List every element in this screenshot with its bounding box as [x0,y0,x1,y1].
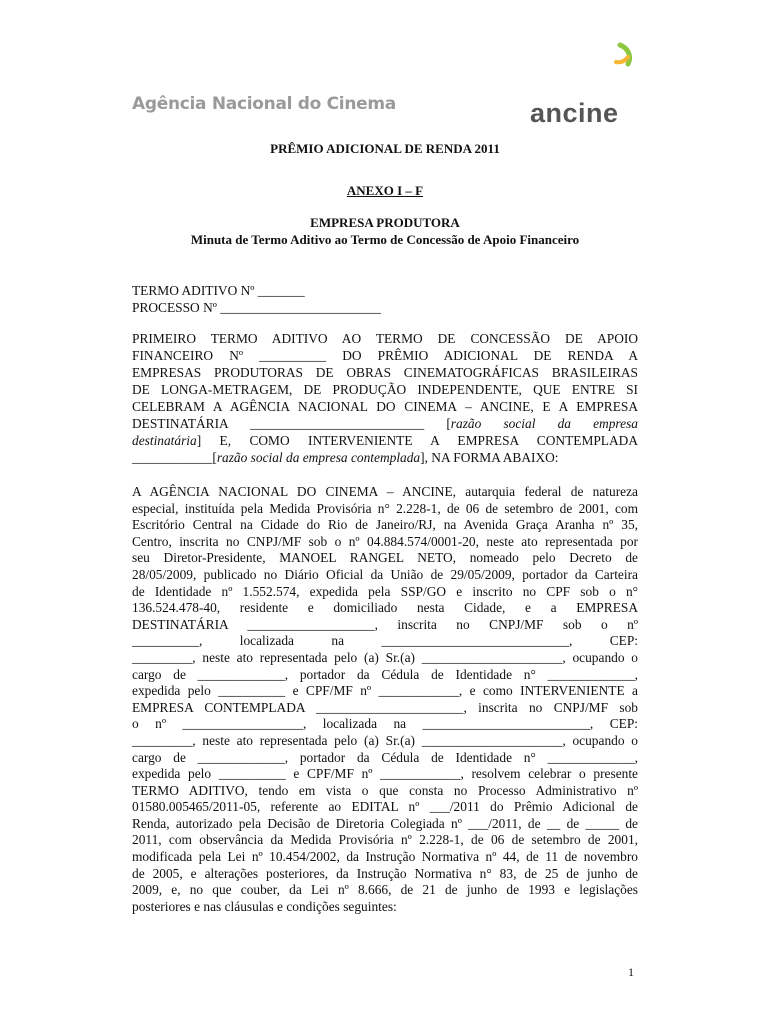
paragraph-line [132,415,638,432]
paragraph-line: cargo de _____________, portador da Cédula de Identidade n° _____________, [132,666,638,682]
italic-text-run: razão social da empresa [450,416,638,431]
processo-number-line: PROCESSO Nº ________________________ [132,300,381,315]
paragraph-line: __________, localizada na ____________________________, CEP: [132,633,638,649]
paragraph-line: Renda, autorizado pela Decisão de Diretoria Colegiada nº ___/2011, de __ de _____ de [132,815,638,831]
paragraph-line: posteriores e nas cláusulas e condições seguintes: [132,898,397,914]
paragraph-line: _________, neste ato representada pelo (a) Sr.(a) _____________________, ocupando o [132,649,638,665]
paragraph-line: 01580.005465/2011-05, referente ao EDITAL nº ___/2011 do Prêmio Adicional de [132,799,638,815]
text-run: ____________[ [132,450,217,465]
company-heading: EMPRESA PRODUTORA [310,215,460,230]
paragraph-line: de Identidade nº 1.552.574, expedida pela SSP/GO e inscrito no CPF sob o n° [132,583,638,599]
text-run: ] E, COMO INTERVENIENTE A EMPRESA CONTEMPLADA [196,433,638,448]
ancine-logo [524,40,644,128]
text-run: ], NA FORMA ABAIXO: [420,450,559,465]
paragraph-line: DE LONGA-METRAGEM, DE PRODUÇÃO INDEPENDENTE, QUE ENTRE SI [132,382,638,397]
paragraph-line: expedida pelo __________ e CPF/MF nº ____________, e como INTERVENIENTE a [132,683,638,699]
text-run: DESTINATÁRIA __________________________ [ [132,416,451,431]
paragraph-line: EMPRESAS PRODUTORAS DE OBRAS CINEMATOGRÁFICAS BRASILEIRAS [132,365,638,380]
logo-text: ancine [530,98,619,128]
termo-header [132,282,638,316]
paragraph-line: PRIMEIRO TERMO ADITIVO AO TERMO DE CONCESSÃO DE APOIO [132,331,638,346]
italic-text-run: destinatária [132,433,197,448]
body-paragraph [132,484,638,915]
paragraph-line: _________, neste ato representada pelo (a) Sr.(a) _____________________, ocupando o [132,732,638,748]
paragraph-line: 136.524.478-40, residente e domiciliado nesta Cidade, e a EMPRESA [132,600,638,616]
paragraph-line: seu Diretor-Presidente, MANOEL RANGEL NETO, nomeado pelo Decreto de [132,550,638,566]
paragraph-line: cargo de _____________, portador da Cédula de Identidade n° _____________, [132,749,638,765]
annex-title: ANEXO I – F [346,183,424,198]
paragraph-line: Centro, inscrita no CNPJ/MF sob o nº 04.884.574/0001-20, neste ato representada por [132,533,638,549]
page-number: 1 [628,965,634,979]
paragraph-line: 2011, com observância da Medida Provisória nº 2.228-1, de 06 de setembro de 2001, [132,832,638,848]
document-subtitle: Minuta de Termo Aditivo ao Termo de Concessão de Apoio Financeiro [190,232,580,247]
logo-swoosh-icon [524,40,644,100]
paragraph-line: TERMO ADITIVO, tendo em vista o que consta no Processo Administrativo nº [132,782,638,798]
agency-name: Agência Nacional do Cinema [132,94,396,114]
preamble-paragraph [132,330,638,466]
termo-number-line: TERMO ADITIVO Nº _______ [132,283,305,298]
italic-text-run: razão social da empresa contemplada [216,450,421,465]
paragraph-line [132,432,638,449]
paragraph-line: especial, instituída pela Medida Provisória n° 2.228-1, de 06 de setembro de 2001, com [132,500,638,516]
paragraph-line: Escritório Central na Cidade do Rio de Janeiro/RJ, na Avenida Graça Aranha nº 35, [132,517,638,533]
paragraph-line: o nº __________________, localizada na _________________________, CEP: [132,716,638,732]
paragraph-line: 28/05/2009, publicado no Diário Oficial da União de 29/05/2009, portador da Carteira [132,566,638,582]
document-title: PRÊMIO ADICIONAL DE RENDA 2011 [270,141,500,156]
paragraph-line: FINANCEIRO Nº __________ DO PRÊMIO ADICIONAL DE RENDA A [132,348,638,363]
paragraph-line: EMPRESA CONTEMPLADA ______________________, inscrita no CNPJ/MF sob [132,699,638,715]
paragraph-line: expedida pelo __________ e CPF/MF nº ____________, resolvem celebrar o presente [132,766,638,782]
paragraph-line: modificada pela Lei nº 10.454/2002, da Instrução Normativa nº 44, de 11 de novembro [132,849,638,865]
paragraph-line: A AGÊNCIA NACIONAL DO CINEMA – ANCINE, autarquia federal de natureza [132,484,638,499]
paragraph-line [132,449,638,466]
paragraph-line: DESTINATÁRIA ___________________, inscrita no CNPJ/MF sob o nº [132,616,638,632]
paragraph-line: de 2005, e alterações posteriores, da Instrução Normativa n° 83, de 25 de junho de [132,865,638,881]
paragraph-line: 2009, e, no que couber, da Lei nº 8.666, de 21 de junho de 1993 e legislações [132,882,638,898]
paragraph-line: CELEBRAM A AGÊNCIA NACIONAL DO CINEMA – ANCINE, E A EMPRESA [132,399,638,414]
